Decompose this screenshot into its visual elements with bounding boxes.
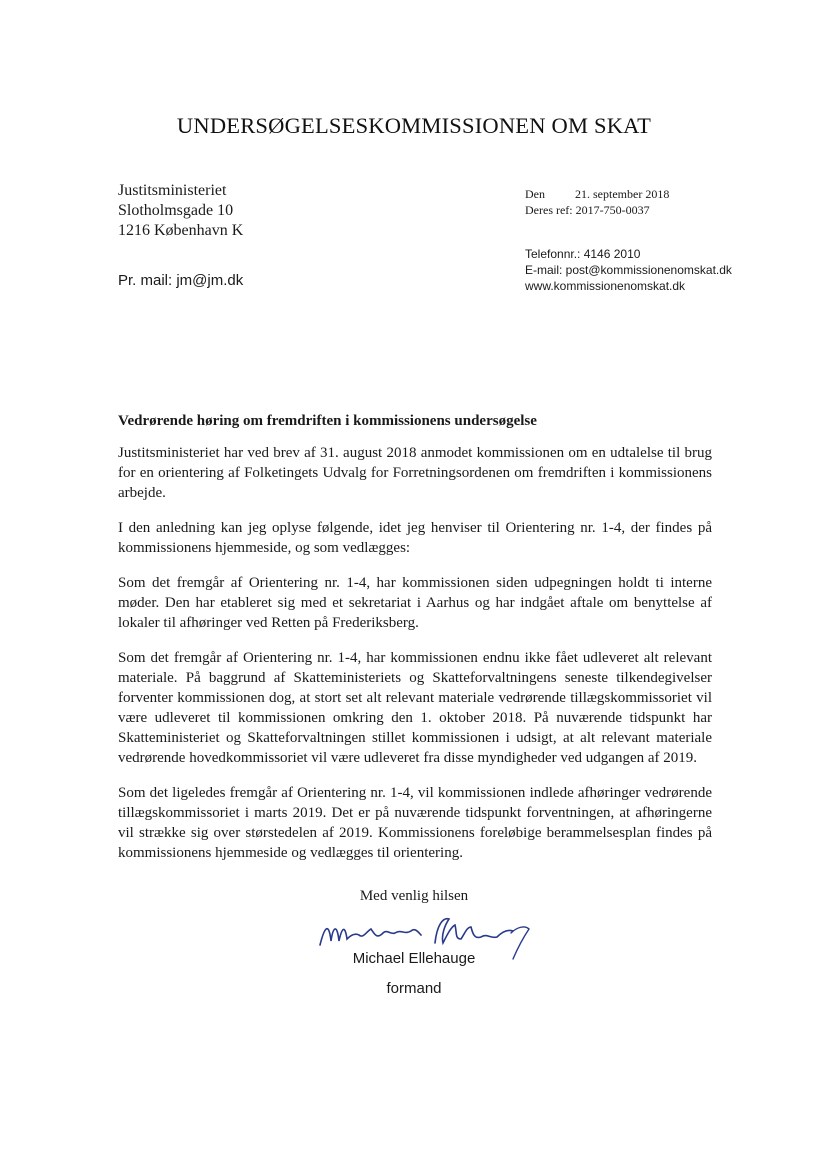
recipient-address — [118, 181, 243, 241]
recipient-line: 1216 København K — [118, 222, 244, 239]
letter-meta — [525, 186, 669, 218]
date-label: Den — [525, 187, 545, 201]
body-paragraph: Som det ligeledes fremgår af Orientering nr. 1-4, vil kommissionen indlede afhøringer vedrørende tillægskommissoriet i marts 2019. Det er på nuværende tidspunkt forventningen, at afhøringerne vil strække sig over størstedelen af 2019. Kommissionens foreløbige berammelsesplan findes på kommissionens hjemmeside og vedlægges til orientering. — [118, 785, 712, 861]
body-paragraph: Som det fremgår af Orientering nr. 1-4, har kommissionen siden udpegningen holdt ti interne møder. Den har etableret sig med et sekretariat i Aarhus og har indgået aftale om benyttelse af lokaler til afhøringer ved Retten på Frederiksberg. — [118, 575, 712, 631]
closing-greeting: Med venlig hilsen — [359, 888, 469, 904]
reference: Deres ref: 2017-750-0037 — [525, 203, 650, 217]
letter-body — [118, 443, 712, 878]
recipient-line: Justitsministeriet — [118, 182, 227, 199]
body-paragraph: Justitsministeriet har ved brev af 31. august 2018 anmodet kommissionen om en udtalelse til brug for en orientering af Folketingets Udvalg for Forretningsordenen om fremdriften i kommissionens arbejde. — [118, 445, 712, 501]
signer-role: formand — [386, 980, 442, 997]
letterhead-title: UNDERSØGELSESKOMMISSIONEN OM SKAT — [176, 113, 652, 138]
contact-info — [525, 246, 732, 294]
signer-name: Michael Ellehauge — [352, 950, 476, 967]
body-paragraph: I den anledning kan jeg oplyse følgende, idet jeg henviser til Orientering nr. 1-4, der findes på kommissionens hjemmeside, og som vedlægges: — [118, 520, 712, 556]
recipient-line: Slotholmsgade 10 — [118, 202, 234, 219]
recipient-mail: Pr. mail: jm@jm.dk — [118, 272, 244, 289]
website: www.kommissionenomskat.dk — [525, 279, 686, 293]
email-address: E-mail: post@kommissionenomskat.dk — [525, 263, 732, 277]
phone-number: Telefonnr.: 4146 2010 — [525, 247, 641, 261]
date-value: 21. september 2018 — [575, 187, 670, 201]
body-paragraph: Som det fremgår af Orientering nr. 1-4, har kommissionen endnu ikke fået udleveret alt relevant materiale. På baggrund af Skatteministeriets og Skatteforvaltningens seneste tilkendegivelser forventer kommissionen dog, at stort set alt relevant materiale vedrørende tillægskommissoriet vil være udleveret til kommissionen omkring den 1. oktober 2018. På nuværende tidspunkt har Skatteministeriet og Skatteforvaltningen stillet kommissionen i udsigt, at alt relevant materiale vedrørende hovedkommissoriet vil være udleveret fra disse myndigheder ved udgangen af 2019. — [118, 650, 712, 766]
letter-subject: Vedrørende høring om fremdriften i kommissionens undersøgelse — [118, 413, 537, 429]
